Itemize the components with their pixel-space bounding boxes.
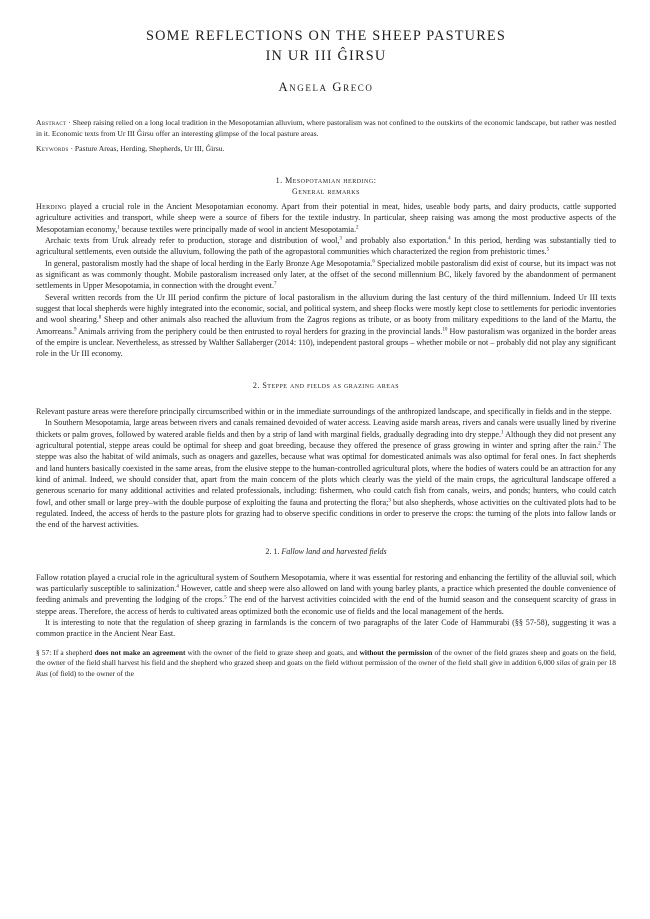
section-1-heading-line-1: 1. Mesopotamian herding:: [275, 176, 377, 185]
article-title: [36, 26, 616, 66]
subsection-2-1-heading: [36, 546, 616, 557]
subsection-2-1-paragraph-2: It is interesting to note that the regulation of sheep grazing in farmlands is the concern of two paragraphs of the later Code of Hammurabi (§§ 57-58), suggesting it was a common practice in the Ancient Near East.: [36, 617, 616, 639]
section-1-paragraph-4: Several written records from the Ur III period confirm the picture of local pastoralism in the alluvium during the last century of the third millennium. Indeed Ur III texts suggest that local shepherds were highly integrated into the economic, social, and political system, and sheep flocks were mostly kept close to settlements for periodic inventories and wool shearing.$^8$ Sheep and other animals also reached the alluvium from the Zagros regions as tribute, or as booty from military expeditions to the land of the Martu, the Amorreans.$^9$ Animals arriving from the periphery could be then entrusted to royal herders for grazing in the provincial lands.$^{10}$ How pastoralism was organized in the border areas of the empire is unclear. Nevertheless, as stressed by Walther Sallaberger (2014: 110), independent pastoral groups – whether mobile or not – probably did not play any significant role in the Ur III economy.: [36, 292, 617, 359]
keywords-text: · Pasture Areas, Herding, Shepherds, Ur III, Ĝirsu.: [68, 144, 225, 153]
section-2-heading: 2. Steppe and fields as grazing areas: [252, 380, 400, 390]
footnote-ref: 2: [356, 225, 359, 230]
section-2-paragraph-1: Relevant pasture areas were therefore principally circumscribed within or in the immediate surroundings of the anthropized landscape, and specifically in fields and in the steppe.: [36, 406, 612, 416]
footnote-ref: 6: [372, 259, 375, 265]
abstract-label: Abstract: [36, 118, 67, 127]
section-2-paragraph-2: In Southern Mesopotamia, large areas between rivers and canals remained devoided of water access. Leaving aside marsh areas, rivers and canals were usually lined by riverine thickets or palm groves, followed by watered arable fields and then by a strip of land with marginal fields, gradually degrading into dry steppe.$^1$ Although they did not present any agricultural potential, steppe areas could be optimal for sheep and goat breeding, because they offered the presence of grass growing in winter and spring after the rain.$^2$ The steppe was also the habitat of wild animals, such as onagers and gazelles, because what was optimal for domesticated animals was also optimal for feral ones. In fact shepherds and land hunters basically coexisted in the same areas, from the elusive steppe to the human-controlled agricultural plots, where the bodies of waters could be an attraction for any kind of animal. Indeed, we should consider that, apart from the main concern of the plots which clearly was the yield of the main crops, the agricultural landscape offered a generous scenario for many additional activities and related professionals, including: fishermen, who could catch fish from canals, weirs, and ponds; hunters, who could catch fowl, and other small or large prey–with the double purpose of exploiting the fauna and protecting the flora;$^3$ but also shepherds, whose activities on the cultivated plots had to be regulated. Indeed, the access of herds to the pasture plots for grazing had to observe specific conditions in order to preserve the crops: the turning of the plots into fallow lands or the end of the harvest activities.: [36, 418, 616, 530]
drop-lead-word: Herding: [36, 202, 67, 211]
footnote-ref: 2: [598, 441, 601, 447]
section-1-paragraph-1: Herding played a crucial role in the Ancient Mesopotamian economy. Apart from their potential in meat, hides, useable body parts, and dairy products, cattle supported agriculture activities and transport, while sheep were a source of fibers for the textile industry. In particular, sheep raising was among the most productive aspects of the Mesopotamian economy,$^1$ because textiles were principally made of wool in ancient Mesopotamia.$^2$: [36, 202, 616, 234]
term-italic: silas: [556, 658, 571, 668]
section-1-paragraph-3: In general, pastoralism mostly had the shape of local herding in the Early Bronze Age Mesopotamia.$^6$ Specialized mobile pastoralism did exist of course, but its impact was not as significant as was commonly thought. Mobile pastoralism increased only later, at the offset of the second millennium BC, likely favored by the abandonment of permanent settlements in Upper Mesopotamia, in connection with the drought event.$^7$: [36, 258, 617, 291]
footnote-ref: 5: [224, 595, 227, 601]
author-name: Angela Greco: [278, 80, 374, 94]
section-1-heading: [36, 175, 616, 197]
article-page: [36, 26, 616, 679]
keywords-label: Keywords: [36, 144, 69, 153]
footnote-ref: 3: [388, 497, 391, 503]
footnote-ref: 9: [73, 327, 77, 333]
section-1-paragraph-2: Archaic texts from Uruk already refer to production, storage and distribution of wool,$^3$ and probably also exportation.$^4$ In this period, herding was substantially tied to agricultural settlements, even outside the alluvium, following the path of the agropastoral communities which characterized the region from prehistoric times.$^5$: [36, 236, 616, 257]
subsection-2-1-paragraph-1: Fallow rotation played a crucial role in the agricultural system of Southern Mesopotamia, where it was essential for restoring and enhancing the fertility of the alluvial soil, which was particularly susceptible to salinization.$^4$ However, cattle and sheep were also allowed on land with young barley plants, a practice which presented the double convenience of feeding animals and preventing the lodging of the crops.$^5$ The end of the harvest activities coincided with the end of the humid season and the consequent scarcity of grass in steppe areas. Therefore, the access of herds to cultivated areas optimized both the economic use of fields and the local management of the herds.: [36, 572, 617, 616]
title-line-2: IN UR III ĜIRSU: [265, 48, 387, 64]
code-of-hammurabi-quote: § 57: If a shepherd does not make an agreement with the owner of the field to graze sheep and goats, and without the permission of the owner of the field grazes sheep and goats on the field, the owner of the field shall harvest his field and the shepherd who grazed sheep and goats on the field without permission of the owner of the field shall give in addition 6,000 silas of grain per 18 ikus (of field) to the owner of the: [36, 647, 617, 678]
title-line-1: SOME REFLECTIONS ON THE SHEEP PASTURES: [145, 28, 507, 44]
footnote-ref: 1: [500, 429, 504, 435]
term-italic: ikus: [36, 668, 48, 678]
subsection-number: 2. 1.: [265, 546, 282, 556]
footnote-ref: 1: [117, 225, 120, 230]
footnote-ref: 4: [176, 584, 179, 590]
footnote-ref: 3: [339, 236, 342, 242]
abstract-text: · Sheep raising relied on a long local tradition in the Mesopotamian alluvium, where pastoralism was not confined to the outskirts of the economic landscape, but rather was nestled in it. Economic texts from Ur III Ĝirsu offer an interesting glimpse of the local pasture areas.: [36, 118, 616, 138]
footnote-ref: 8: [98, 315, 102, 321]
footnote-ref: 10: [442, 327, 448, 333]
keywords: [36, 143, 616, 154]
footnote-ref: 5: [546, 247, 550, 253]
subsection-title: Fallow land and harvested fields: [281, 546, 387, 556]
footnote-ref: 7: [274, 281, 277, 287]
section-1-heading-line-2: General remarks: [292, 187, 360, 196]
footnote-ref: 4: [448, 236, 451, 242]
emphasis-bold: does not make an agreement: [94, 647, 186, 657]
abstract: [36, 117, 616, 139]
emphasis-bold: without the permission: [359, 647, 433, 657]
